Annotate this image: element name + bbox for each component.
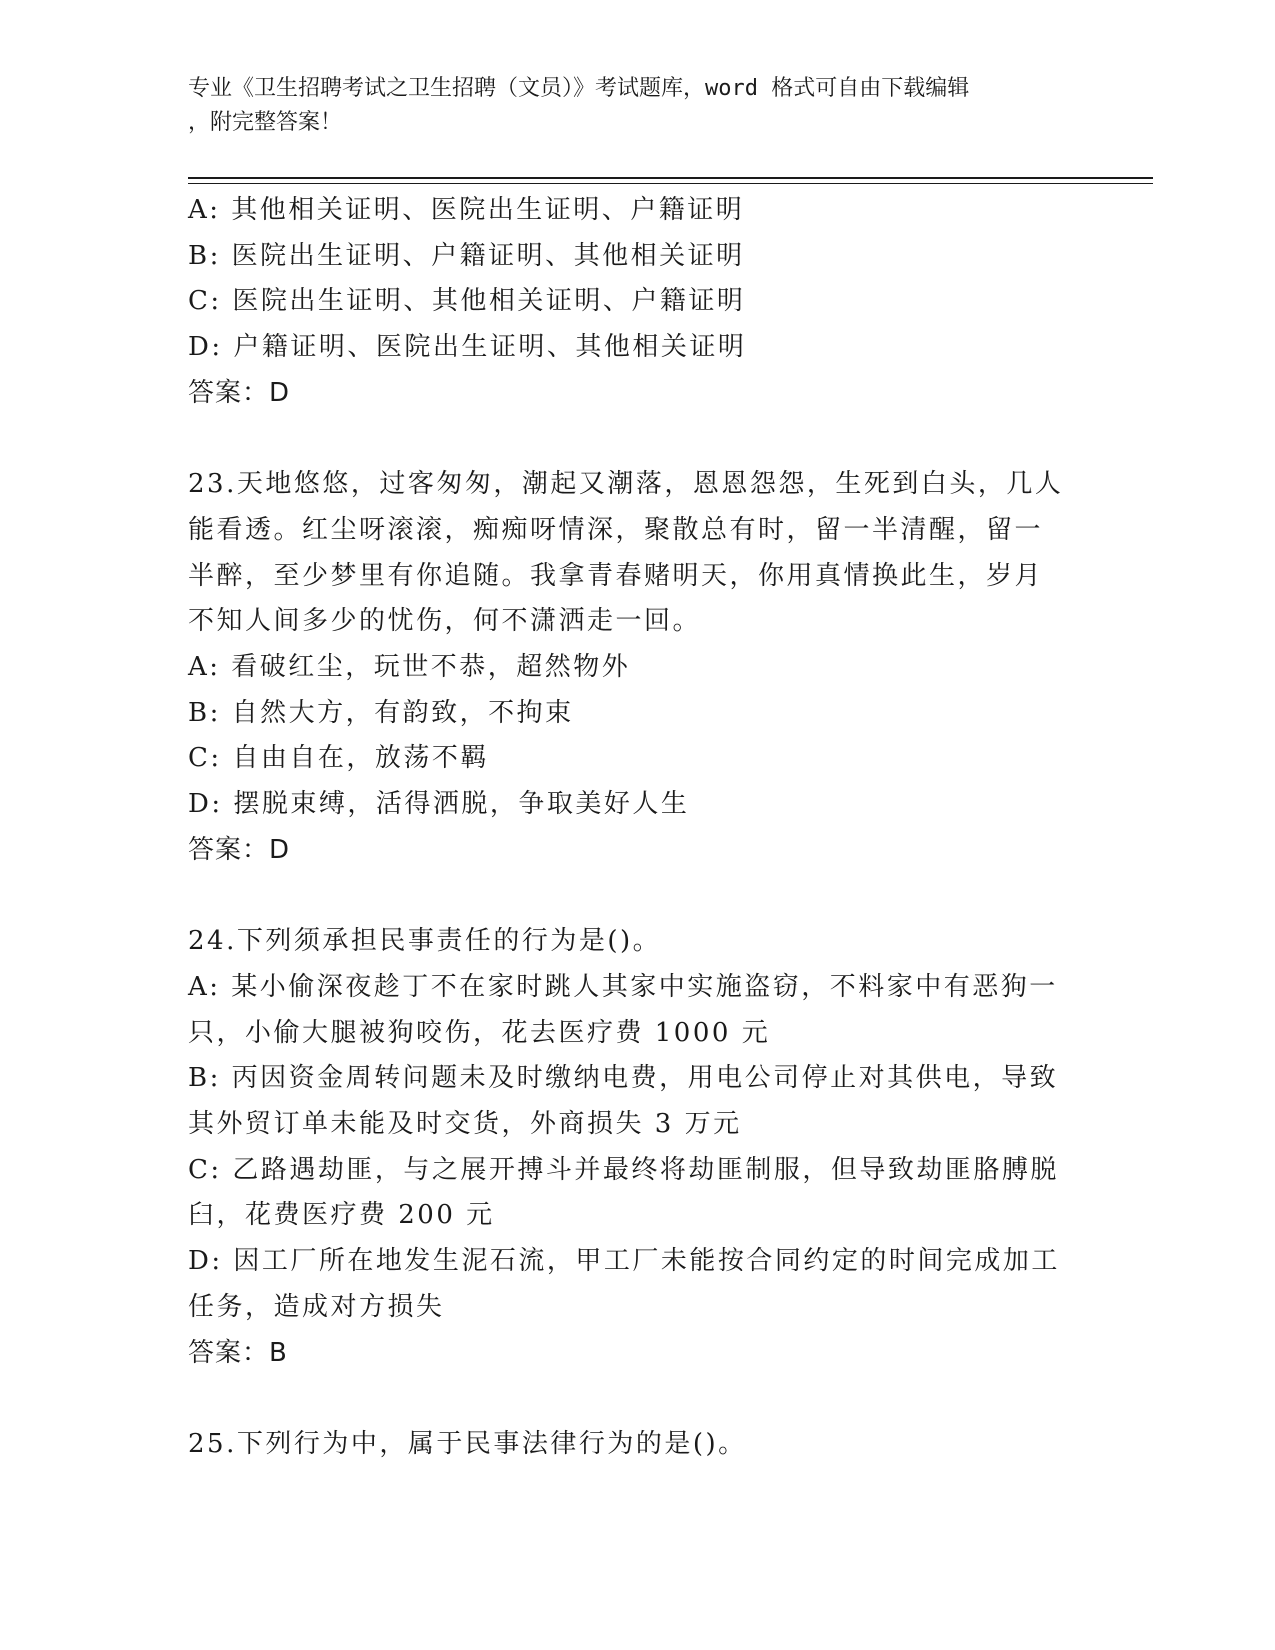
question-24 bbox=[188, 919, 1088, 1376]
option-b-line: 其外贸订单未能及时交货，外商损失 3 万元 bbox=[188, 1109, 742, 1140]
header-line-1: 专业《卫生招聘考试之卫生招聘（文员）》考试题库，word 格式可自由下载编辑 bbox=[188, 76, 970, 101]
answer-line: 答案：D bbox=[188, 377, 291, 408]
question-stem: 24.下列须承担民事责任的行为是()。 bbox=[188, 926, 662, 957]
option-a: A: 看破红尘，玩世不恭，超然物外 bbox=[188, 652, 631, 683]
question-22 bbox=[188, 188, 1088, 417]
question-23 bbox=[188, 462, 1088, 873]
question-stem-line: 能看透。红尘呀滚滚，痴痴呀情深，聚散总有时，留一半清醒，留一 bbox=[188, 514, 1044, 545]
spacer bbox=[188, 417, 1088, 463]
option-d: D: 户籍证明、医院出生证明、其他相关证明 bbox=[188, 332, 747, 363]
question-stem-line: 半醉，至少梦里有你追随。我拿青春赌明天，你用真情换此生，岁月 bbox=[188, 560, 1044, 591]
option-d-line: D: 因工厂所在地发生泥石流，甲工厂未能按合同约定的时间完成加工 bbox=[188, 1246, 1060, 1277]
option-b-line: B: 丙因资金周转问题未及时缴纳电费，用电公司停止对其供电，导致 bbox=[188, 1063, 1059, 1094]
option-c: C: 自由自在，放荡不羁 bbox=[188, 743, 489, 774]
spacer bbox=[188, 874, 1088, 920]
option-c-line: 臼，花费医疗费 200 元 bbox=[188, 1200, 495, 1231]
option-a: A: 其他相关证明、医院出生证明、户籍证明 bbox=[188, 195, 745, 225]
option-b: B: 自然大方，有韵致，不拘束 bbox=[188, 697, 574, 728]
document-header bbox=[188, 72, 1088, 140]
header-rule-thick bbox=[188, 177, 1153, 179]
option-a-line: 只，小偷大腿被狗咬伤，花去医疗费 1000 元 bbox=[188, 1017, 771, 1048]
option-d-line: 任务，造成对方损失 bbox=[188, 1291, 445, 1322]
question-content bbox=[188, 188, 1088, 1468]
option-d: D: 摆脱束缚，活得洒脱，争取美好人生 bbox=[188, 789, 690, 820]
answer-line: 答案：D bbox=[188, 834, 291, 865]
option-a-line: A: 某小偷深夜趁丁不在家时跳人其家中实施盗窃，不料家中有恶狗一 bbox=[188, 971, 1058, 1002]
question-stem-line: 不知人间多少的忧伤，何不潇洒走一回。 bbox=[188, 606, 702, 637]
question-stem-line: 23.天地悠悠，过客匆匆，潮起又潮落，恩恩怨怨，生死到白头，几人 bbox=[188, 469, 1064, 500]
header-line-2: ，附完整答案！ bbox=[188, 110, 343, 135]
option-c: C: 医院出生证明、其他相关证明、户籍证明 bbox=[188, 286, 746, 317]
option-c-line: C: 乙路遇劫匪，与之展开搏斗并最终将劫匪制服，但导致劫匪胳膊脱 bbox=[188, 1154, 1059, 1185]
question-stem: 25.下列行为中，属于民事法律行为的是()。 bbox=[188, 1428, 747, 1459]
header-rule-thin bbox=[188, 183, 1153, 184]
option-b: B: 医院出生证明、户籍证明、其他相关证明 bbox=[188, 240, 745, 271]
answer-line: 答案：B bbox=[188, 1337, 288, 1368]
question-25 bbox=[188, 1422, 1088, 1468]
spacer bbox=[188, 1376, 1088, 1422]
